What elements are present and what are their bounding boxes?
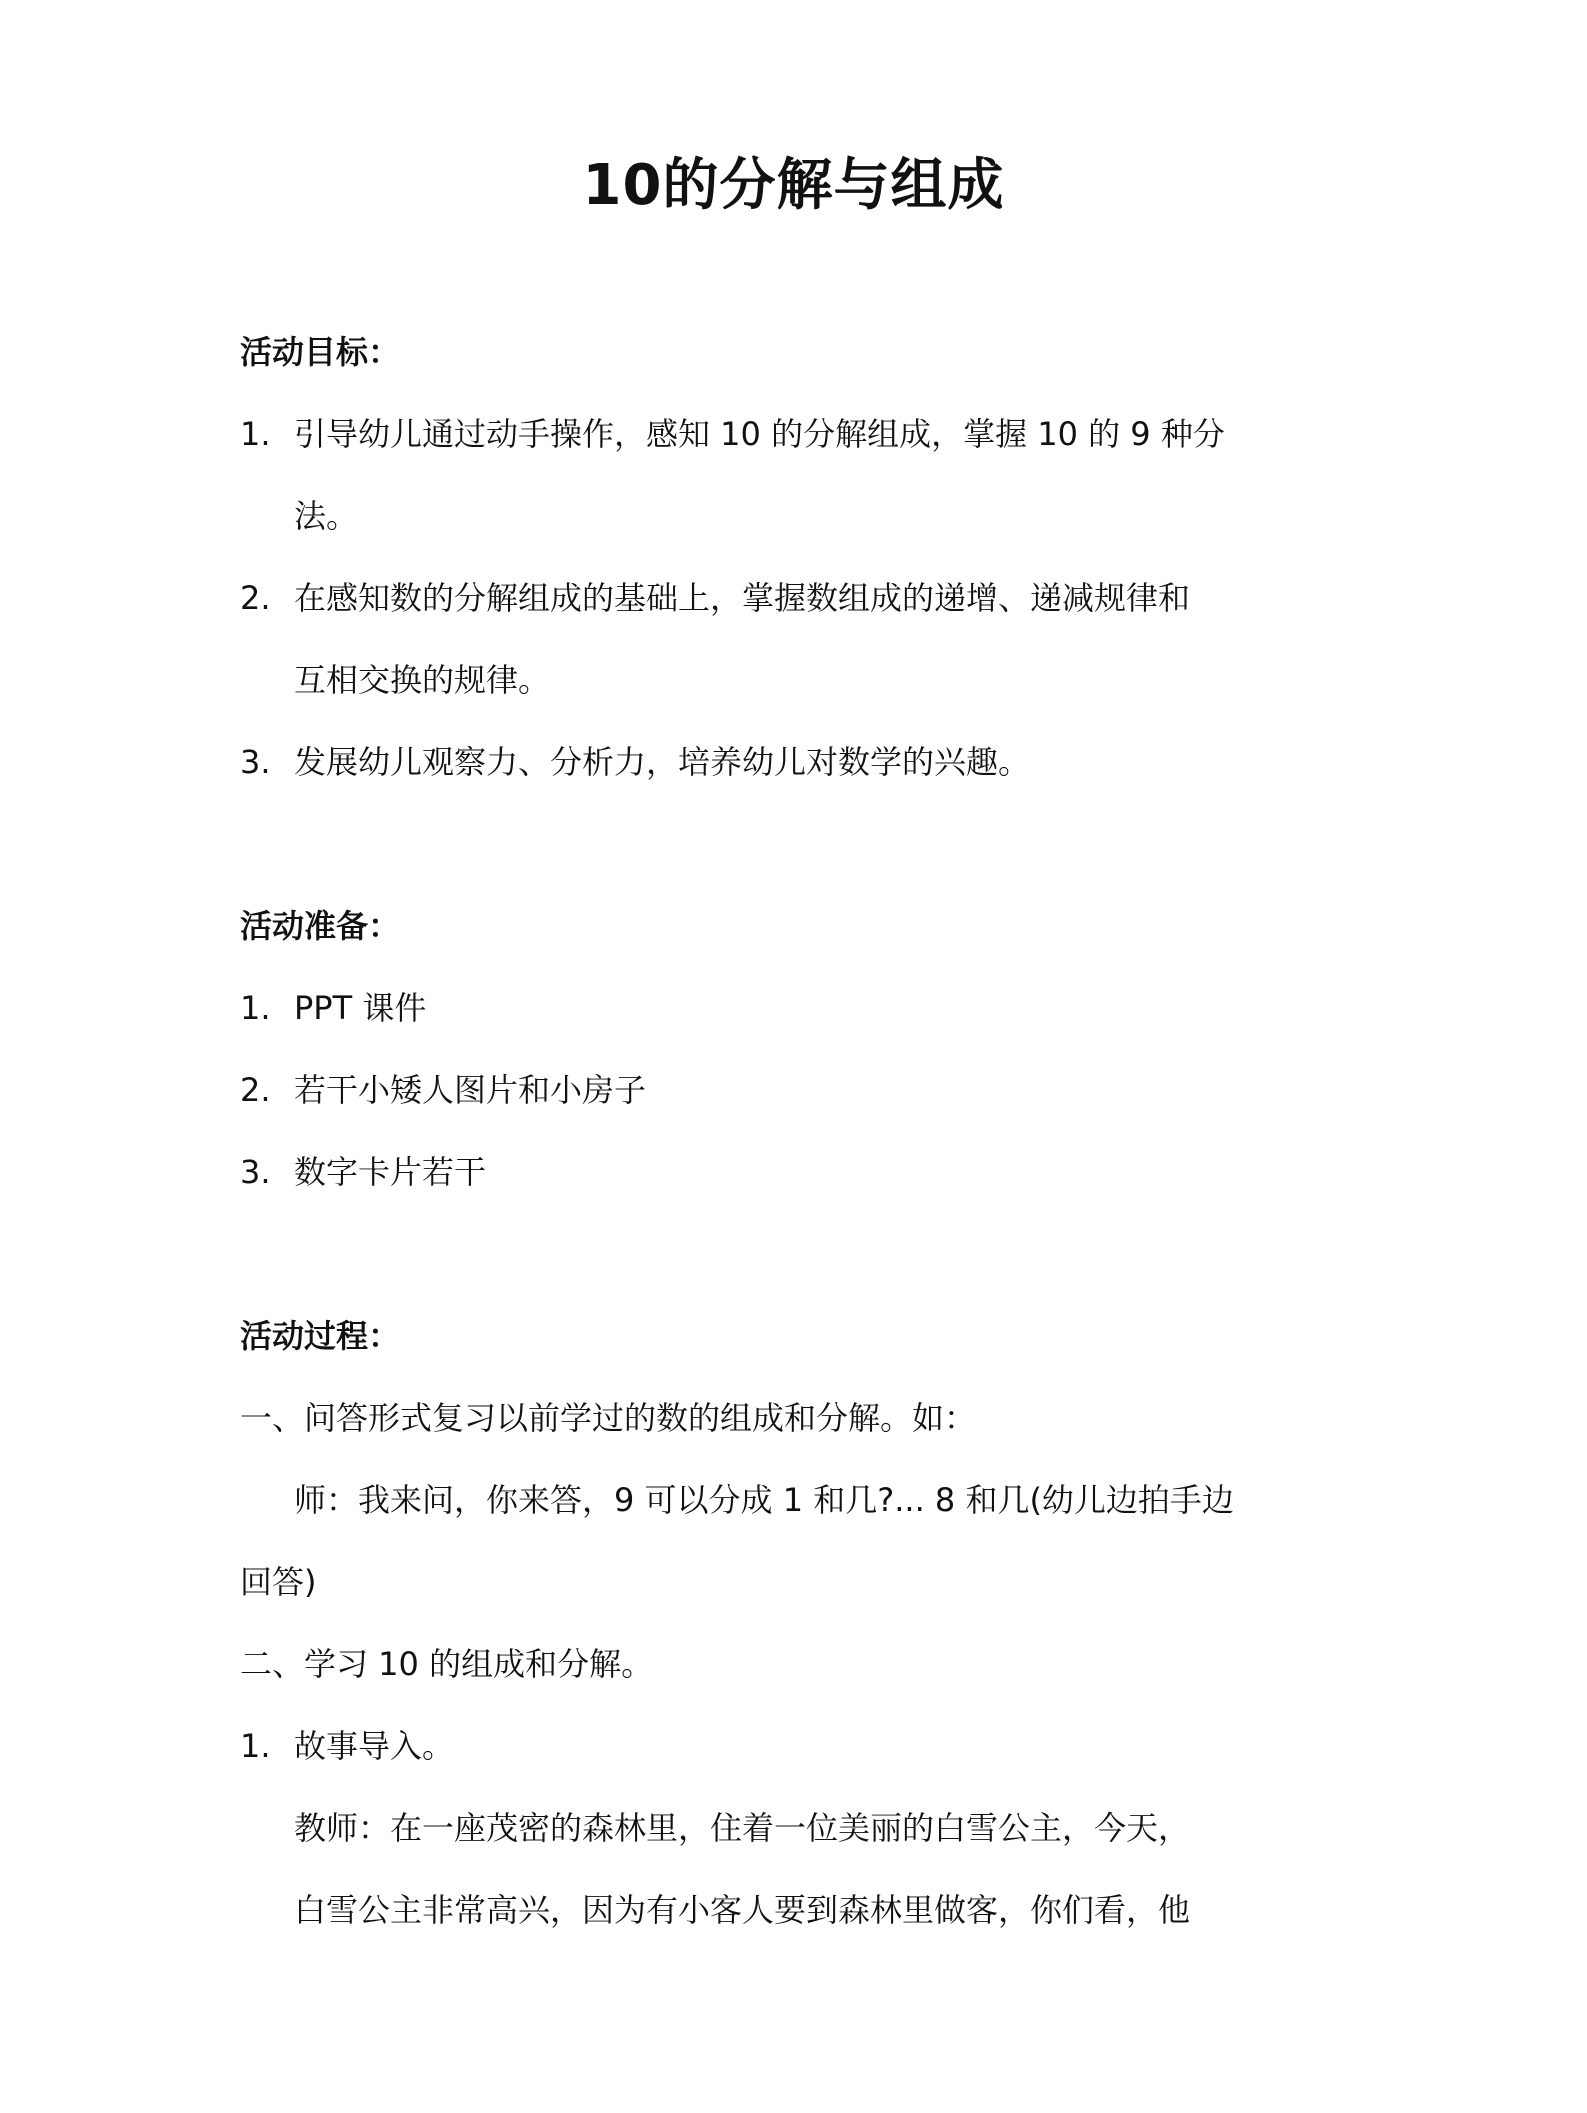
list-number: 2. — [240, 1071, 271, 1109]
process-part1-title: 一、问答形式复习以前学过的数的组成和分解。如： — [240, 1399, 977, 1437]
prep-item-1 — [240, 986, 426, 1030]
process-step-1 — [240, 1724, 454, 1768]
goal-text: 发展幼儿观察力、分析力，培养幼儿对数学的兴趣。 — [294, 743, 1031, 781]
goal-item-3 — [240, 740, 1030, 784]
process-step-1-line1: 教师：在一座茂密的森林里，住着一位美丽的白雪公主，今天， — [294, 1809, 1191, 1847]
prep-item-2 — [240, 1068, 646, 1112]
list-number: 3. — [240, 1153, 271, 1191]
document-title: 10的分解与组成 — [582, 153, 1005, 218]
goal-item-2 — [240, 576, 1190, 620]
goals-heading: 活动目标： — [240, 333, 401, 371]
process-step-1-line2: 白雪公主非常高兴，因为有小客人要到森林里做客，你们看，他 — [294, 1891, 1191, 1929]
process-heading: 活动过程： — [240, 1317, 401, 1355]
prep-text: 数字卡片若干 — [294, 1153, 487, 1191]
goal-text: 引导幼儿通过动手操作，感知 10 的分解组成，掌握 10 的 9 种分 — [294, 415, 1225, 453]
preparation-heading: 活动准备： — [240, 907, 401, 945]
prep-text: 若干小矮人图片和小房子 — [294, 1071, 647, 1109]
prep-item-3 — [240, 1150, 486, 1194]
process-part2-title: 二、学习 10 的组成和分解。 — [240, 1645, 654, 1683]
list-number: 3. — [240, 743, 271, 781]
process-part1-line2: 回答) — [240, 1563, 317, 1601]
list-number: 1. — [240, 989, 271, 1027]
prep-text: PPT 课件 — [294, 989, 427, 1027]
list-number: 2. — [240, 579, 271, 617]
goal-text: 在感知数的分解组成的基础上，掌握数组成的递增、递减规律和 — [294, 579, 1191, 617]
list-number: 1. — [240, 415, 271, 453]
goal-item-1-cont: 法。 — [294, 497, 359, 535]
list-number: 1. — [240, 1727, 271, 1765]
goal-item-1 — [240, 412, 1225, 456]
goal-item-2-cont: 互相交换的规律。 — [294, 661, 551, 699]
step-label: 故事导入。 — [294, 1727, 455, 1765]
process-part1-line1: 师：我来问，你来答，9 可以分成 1 和几?... 8 和几(幼儿边拍手边 — [294, 1481, 1234, 1519]
